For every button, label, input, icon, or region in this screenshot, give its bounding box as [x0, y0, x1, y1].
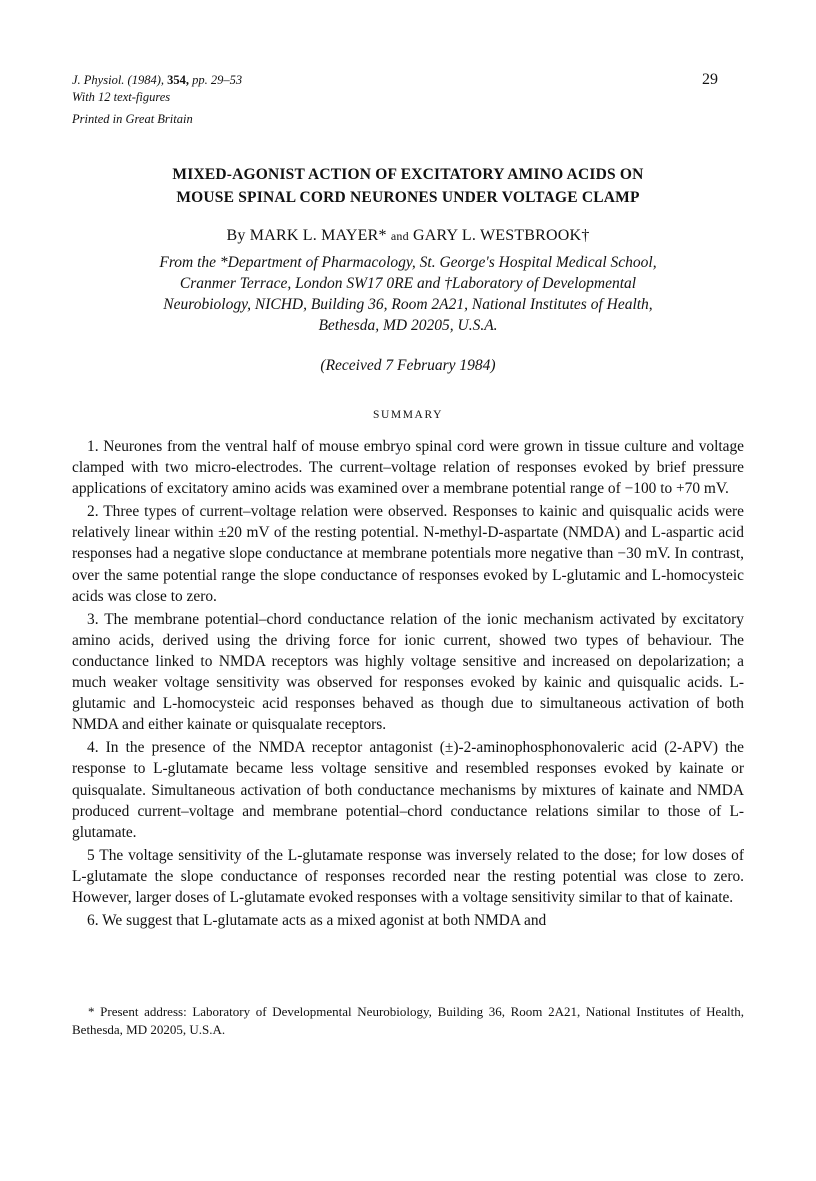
footnote: * Present address: Laboratory of Developmental Neurobiology, Building 36, Room 2A21, National Institutes of Health, Bethesda, MD 20205, U.S.A.	[72, 1004, 744, 1037]
author-name: GARY L. WESTBROOK†	[413, 227, 590, 244]
journal-name: J. Physiol.	[72, 73, 125, 87]
title-line: MIXED-AGONIST ACTION OF EXCITATORY AMINO ACIDS ON	[172, 166, 644, 183]
summary-body	[72, 436, 744, 933]
affiliation-line: From the *Department of Pharmacology, St. George's Hospital Medical School,	[159, 254, 657, 271]
byline-by: By	[226, 227, 246, 244]
summary-paragraph: 3. The membrane potential–chord conductance relation of the ionic mechanism activated by excitatory amino acids, derived using the driving force for ionic current, showed two types of behaviour. The conductance linked to NMDA receptors was highly voltage sensitive and increased on depolarization; a much weaker voltage sensitivity was observed for responses evoked by kainic and quisqualic acids. L-glutamic and L-homocysteic acid responses behaved as though due to simultaneous activation of both NMDA and either kainate or quisqualate receptors.	[72, 610, 744, 734]
page-number: 29	[702, 71, 718, 88]
affiliation-line: Bethesda, MD 20205, U.S.A.	[318, 317, 498, 334]
author-name: MARK L. MAYER*	[249, 227, 387, 244]
summary-paragraph: 2. Three types of current–voltage relation were observed. Responses to kainic and quisqualic acids were relatively linear within ±20 mV of the resting potential. N-methyl-D-aspartate (NMDA) and L-aspartic acid responses had a negative slope conductance at membrane potentials more negative than −30 mV. In contrast, over the same potential range the slope conductance of responses evoked by L-glutamic and L-homocysteic acids was close to zero.	[72, 503, 744, 605]
summary-paragraph: 1. Neurones from the ventral half of mouse embryo spinal cord were grown in tissue culture and voltage clamped with two micro-electrodes. The current–voltage relation of responses evoked by brief pressure applications of excitatory amino acids was examined over a membrane potential range of −100 to +70 mV.	[72, 438, 744, 498]
affiliation-line: Cranmer Terrace, London SW17 0RE and †Laboratory of Developmental	[179, 275, 637, 292]
citation-line	[72, 72, 242, 89]
summary-paragraph: 4. In the presence of the NMDA receptor antagonist (±)-2-aminophosphonovaleric acid (2-APV) the response to L-glutamate became less voltage sensitive and resembled responses evoked by kainate or quisqualate. Simultaneous activation of both conductance mechanisms by mixtures of kainate and NMDA produced current–voltage and membrane potential–chord conductance relations similar to those of L-glutamate.	[72, 739, 744, 841]
received-date: (Received 7 February 1984)	[320, 357, 496, 374]
affiliation	[72, 252, 744, 336]
printed-note: Printed in Great Britain	[72, 112, 193, 126]
author-byline	[72, 227, 744, 245]
journal-pages: pp. 29–53	[192, 73, 243, 87]
journal-citation	[72, 72, 242, 128]
summary-paragraph: 6. We suggest that L-glutamate acts as a mixed agonist at both NMDA and	[87, 912, 547, 930]
title-line: MOUSE SPINAL CORD NEURONES UNDER VOLTAGE CLAMP	[176, 189, 640, 206]
paper-title	[72, 163, 744, 209]
summary-paragraph: 5 The voltage sensitivity of the L-glutamate response was inversely related to the dose; for low doses of L-glutamate the slope conductance of responses recorded near the resting potential was close to zero. However, larger doses of L-glutamate evoked responses with a voltage sensitivity similar to that of kainate.	[72, 846, 744, 906]
summary-heading: SUMMARY	[373, 409, 443, 421]
journal-volume: 354,	[167, 73, 189, 87]
journal-year: (1984),	[127, 73, 164, 87]
figures-note: With 12 text-figures	[72, 89, 171, 104]
affiliation-line: Neurobiology, NICHD, Building 36, Room 2A21, National Institutes of Health,	[163, 296, 653, 313]
byline-and: and	[390, 229, 409, 243]
